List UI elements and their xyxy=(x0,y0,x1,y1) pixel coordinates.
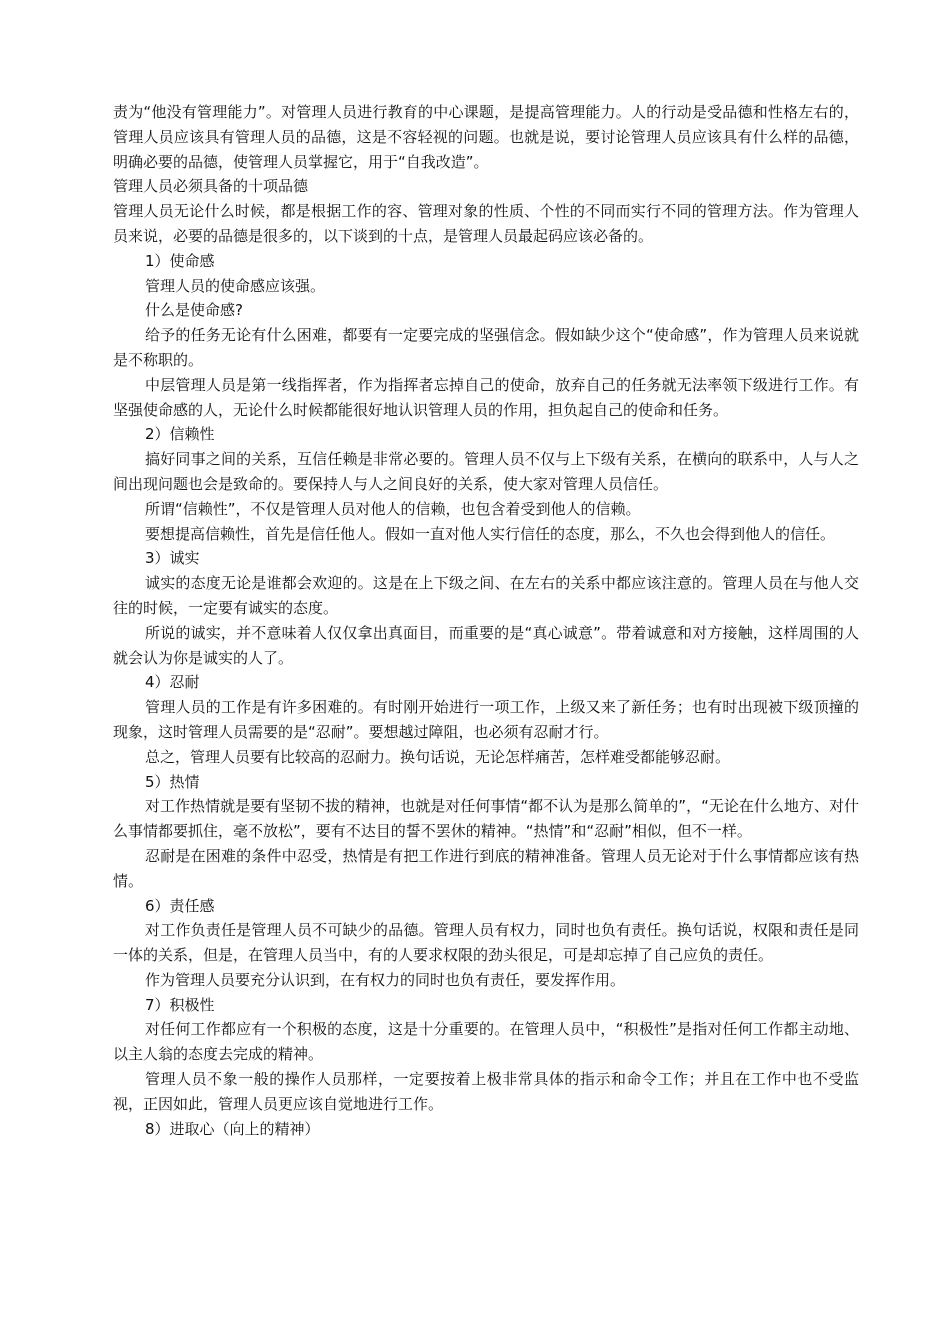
paragraph: 搞好同事之间的关系，互信任赖是非常必要的。管理人员不仅与上下级有关系，在横向的联系中，人与人之间出现问题也会是致命的。要保持人与人之间良好的关系，使大家对管理人员信任。 xyxy=(113,450,859,493)
paragraph: 忍耐是在困难的条件中忍受，热情是有把工作进行到底的精神准备。管理人员无论对于什么事情都应该有热情。 xyxy=(113,846,859,890)
item-heading-initiative: 7）积极性 xyxy=(145,995,215,1014)
paragraph: 对任何工作都应有一个积极的态度，这是十分重要的。在管理人员中，“积极性”是指对任何工作都主动地、以主人翁的态度去完成的精神。 xyxy=(113,1020,859,1064)
paragraph: 管理人员不象一般的操作人员那样，一定要按着上极非常具体的指示和命令工作；并且在工作中也不受监视，正因如此，管理人员更应该自觉地进行工作。 xyxy=(113,1070,859,1113)
item-heading-patience: 4）忍耐 xyxy=(145,673,200,692)
item-heading-ambition: 8）进取心（向上的精神） xyxy=(145,1119,320,1138)
item-heading-honesty: 3）诚实 xyxy=(145,549,200,568)
item-heading-trust: 2）信赖性 xyxy=(145,425,215,444)
paragraph: 给予的任务无论有什么困难，都要有一定要完成的坚强信念。假如缺少这个“使命感”，作为管理人员来说就是不称职的。 xyxy=(113,326,859,369)
paragraph: 中层管理人员是第一线指挥者，作为指挥者忘掉自己的使命，放弃自己的任务就无法率领下级进行工作。有坚强使命感的人，无论什么时候都能很好地认识管理人员的作用，担负起自己的使命和任务。 xyxy=(113,375,859,419)
paragraph: 要想提高信赖性，首先是信任他人。假如一直对他人实行信任的态度，那么，不久也会得到他人的信任。 xyxy=(145,524,836,543)
paragraph: 什么是使命感? xyxy=(145,301,243,320)
paragraph: 所谓“信赖性”，不仅是管理人员对他人的信赖，也包含着受到他人的信赖。 xyxy=(145,499,641,518)
paragraph: 所说的诚实，并不意味着人仅仅拿出真面目，而重要的是“真心诚意”。带着诚意和对方接触，这样周围的人就会认为你是诚实的人了。 xyxy=(113,623,859,667)
section-heading: 管理人员必须具备的十项品德 xyxy=(113,177,309,196)
paragraph: 作为管理人员要充分认识到，在有权力的同时也负有责任，要发挥作用。 xyxy=(145,970,626,989)
item-heading-responsibility: 6）责任感 xyxy=(145,896,215,915)
document-body xyxy=(113,100,859,1141)
paragraph: 对工作负责任是管理人员不可缺少的品德。管理人员有权力，同时也负有责任。换句话说，权限和责任是同一体的关系，但是，在管理人员当中，有的人要求权限的劲头很足，可是却忘掉了自己应负的责任。 xyxy=(113,921,859,965)
item-heading-enthusiasm: 5）热情 xyxy=(145,772,200,791)
paragraph: 管理人员的工作是有许多困难的。有时刚开始进行一项工作，上级又来了新任务；也有时出现被下级顶撞的现象，这时管理人员需要的是“忍耐”。要想越过障阻，也必须有忍耐才行。 xyxy=(113,698,859,741)
item-heading-mission: 1）使命感 xyxy=(145,251,215,270)
paragraph: 诚实的态度无论是谁都会欢迎的。这是在上下级之间、在左右的关系中都应该注意的。管理人员在与他人交往的时候，一定要有诚实的态度。 xyxy=(113,574,859,617)
paragraph: 责为“他没有管理能力”。对管理人员进行教育的中心课题，是提高管理能力。人的行动是受品德和性格左右的，管理人员应该具有管理人员的品德，这是不容轻视的问题。也就是说，要讨论管理人员应该具有什么样的品德，明确必要的品德，使管理人员掌握它，用于“自我改造”。 xyxy=(113,103,859,171)
paragraph: 对工作热情就是要有坚韧不拔的精神，也就是对任何事情“都不认为是那么简单的”，“无论在什么地方、对什么事情都要抓住，毫不放松”，要有不达目的誓不罢休的精神。“热情”和“忍耐”相似，但不一样。 xyxy=(113,797,859,841)
paragraph: 总之，管理人员要有比较高的忍耐力。换句话说，无论怎样痛苦，怎样难受都能够忍耐。 xyxy=(145,747,731,766)
paragraph: 管理人员的使命感应该强。 xyxy=(145,276,326,295)
paragraph: 管理人员无论什么时候，都是根据工作的容、管理对象的性质、个性的不同而实行不同的管理方法。作为管理人员来说，必要的品德是很多的，以下谈到的十点，是管理人员最起码应该必备的。 xyxy=(113,202,859,245)
